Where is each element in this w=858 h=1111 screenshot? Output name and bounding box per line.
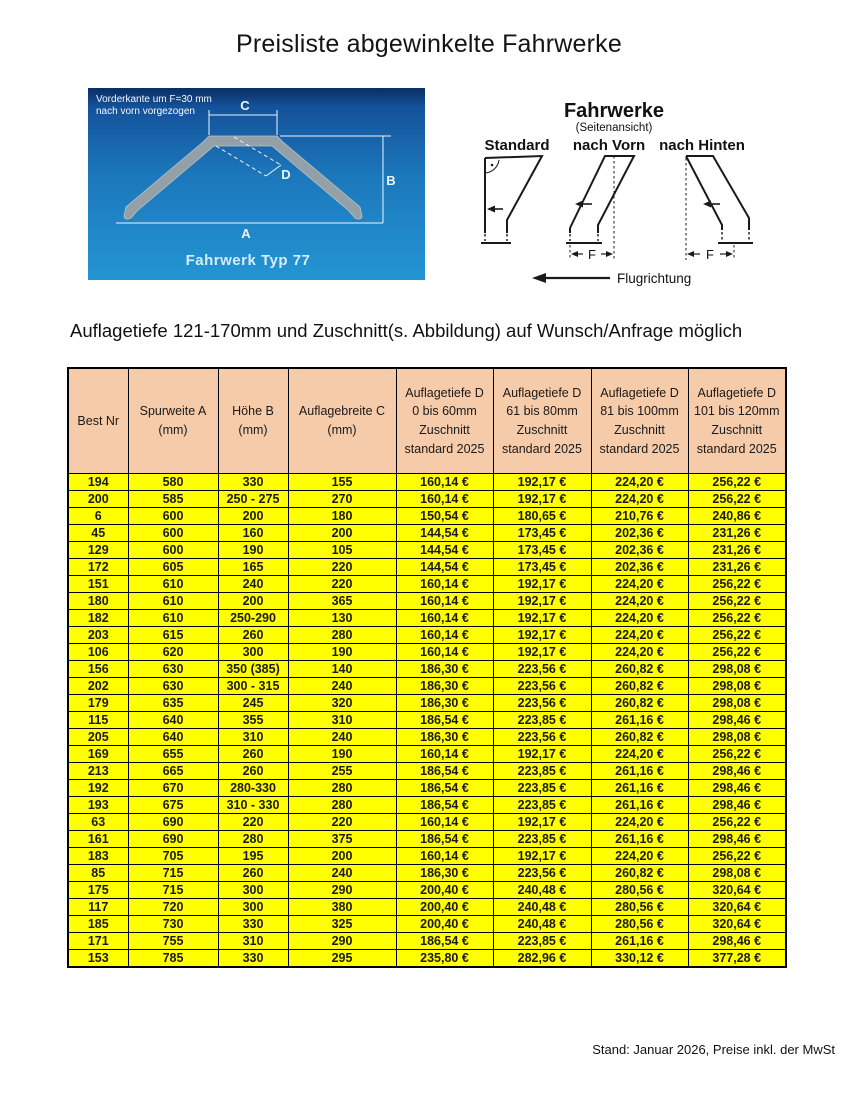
table-row [68,899,786,916]
table-cell: 224,20 € [591,627,688,644]
table-cell: 260,82 € [591,695,688,712]
table-cell: 223,85 € [493,780,591,797]
table-cell: 200 [218,508,288,525]
table-cell: 202 [68,678,128,695]
column-header: Auflagetiefe D 0 bis 60mm Zuschnitt standard 2025 [396,368,493,474]
table-cell: 183 [68,848,128,865]
table-cell: 200 [288,525,396,542]
table-cell: 245 [218,695,288,712]
table-cell: 256,22 € [688,593,786,610]
table-cell: 605 [128,559,218,576]
table-cell: 298,46 € [688,712,786,729]
table-cell: 260 [218,865,288,882]
dim-d-label: D [281,167,291,182]
table-cell: 173,45 € [493,559,591,576]
table-cell: 144,54 € [396,559,493,576]
table-cell: 155 [288,474,396,491]
table-row [68,695,786,712]
table-cell: 240 [218,576,288,593]
column-header: Auflagebreite C (mm) [288,368,396,474]
nach-hinten-shape [686,156,753,260]
table-cell: 355 [218,712,288,729]
table-cell: 223,56 € [493,695,591,712]
table-cell: 186,30 € [396,661,493,678]
table-cell: 375 [288,831,396,848]
flight-direction-arrow [532,273,610,283]
table-body [68,474,786,968]
table-row [68,712,786,729]
table-cell: 180,65 € [493,508,591,525]
table-cell: 190 [288,644,396,661]
table-cell: 260 [218,627,288,644]
table-cell: 160,14 € [396,746,493,763]
price-table [67,367,787,968]
table-cell: 200 [288,848,396,865]
table-cell: 192,17 € [493,746,591,763]
table-cell: 171 [68,933,128,950]
table-cell: 186,30 € [396,865,493,882]
table-cell: 298,08 € [688,865,786,882]
table-cell: 223,85 € [493,831,591,848]
table-cell: 190 [218,542,288,559]
table-cell: 298,46 € [688,780,786,797]
table-cell: 300 [218,899,288,916]
table-cell: 224,20 € [591,746,688,763]
table-cell: 261,16 € [591,933,688,950]
standard-shape [481,156,542,243]
table-row [68,491,786,508]
table-row [68,865,786,882]
table-cell: 630 [128,661,218,678]
table-cell: 280-330 [218,780,288,797]
fahrwerk-front-diagram [88,88,425,280]
table-cell: 670 [128,780,218,797]
table-cell: 298,08 € [688,695,786,712]
table-cell: 330,12 € [591,950,688,968]
table-cell: 290 [288,933,396,950]
table-cell: 223,56 € [493,678,591,695]
table-cell: 205 [68,729,128,746]
table-cell: 240 [288,865,396,882]
table-cell: 240,48 € [493,882,591,899]
table-cell: 160,14 € [396,814,493,831]
table-cell: 705 [128,848,218,865]
table-cell: 610 [128,610,218,627]
table-cell: 150,54 € [396,508,493,525]
table-row [68,593,786,610]
table-cell: 282,96 € [493,950,591,968]
table-cell: 298,46 € [688,831,786,848]
table-cell: 202,36 € [591,542,688,559]
table-cell: 63 [68,814,128,831]
table-row [68,882,786,899]
table-cell: 160,14 € [396,491,493,508]
table-cell: 240,86 € [688,508,786,525]
table-cell: 325 [288,916,396,933]
table-cell: 298,46 € [688,933,786,950]
table-cell: 261,16 € [591,763,688,780]
table-row [68,661,786,678]
table-cell: 186,54 € [396,831,493,848]
table-cell: 256,22 € [688,627,786,644]
f-label-vorn: F [588,247,596,262]
table-cell: 223,56 € [493,729,591,746]
table-cell: 210,76 € [591,508,688,525]
table-cell: 280,56 € [591,882,688,899]
table-cell: 690 [128,814,218,831]
table-cell: 169 [68,746,128,763]
table-cell: 280 [288,627,396,644]
table-cell: 175 [68,882,128,899]
table-cell: 635 [128,695,218,712]
table-cell: 256,22 € [688,474,786,491]
table-cell: 45 [68,525,128,542]
table-cell: 615 [128,627,218,644]
front-caption: Fahrwerk Typ 77 [185,252,311,269]
table-cell: 192,17 € [493,576,591,593]
table-cell: 202,36 € [591,525,688,542]
table-row [68,525,786,542]
table-cell: 223,56 € [493,865,591,882]
table-cell: 223,85 € [493,712,591,729]
table-header-row [68,368,786,474]
table-cell: 320,64 € [688,882,786,899]
table-cell: 179 [68,695,128,712]
table-cell: 203 [68,627,128,644]
table-cell: 715 [128,882,218,899]
table-cell: 330 [218,950,288,968]
table-cell: 256,22 € [688,610,786,627]
table-cell: 256,22 € [688,848,786,865]
table-cell: 224,20 € [591,644,688,661]
table-row [68,933,786,950]
table-row [68,627,786,644]
table-cell: 261,16 € [591,797,688,814]
table-cell: 115 [68,712,128,729]
table-cell: 130 [288,610,396,627]
table-cell: 186,30 € [396,678,493,695]
table-cell: 250-290 [218,610,288,627]
table-cell: 240,48 € [493,899,591,916]
page-title: Preisliste abgewinkelte Fahrwerke [236,30,622,58]
side-diagram-subtitle: (Seitenansicht) [575,122,653,134]
table-cell: 106 [68,644,128,661]
table-cell: 192,17 € [493,610,591,627]
flight-direction-label: Flugrichtung [617,271,692,286]
table-cell: 300 - 315 [218,678,288,695]
table-cell: 240 [288,678,396,695]
table-cell: 160,14 € [396,644,493,661]
table-row [68,848,786,865]
table-cell: 231,26 € [688,542,786,559]
table-cell: 192,17 € [493,474,591,491]
table-cell: 200,40 € [396,916,493,933]
column-header: Höhe B (mm) [218,368,288,474]
table-cell: 192,17 € [493,593,591,610]
table-cell: 220 [288,576,396,593]
table-row [68,678,786,695]
table-row [68,644,786,661]
table-cell: 585 [128,491,218,508]
table-cell: 220 [218,814,288,831]
column-header: Best Nr [68,368,128,474]
table-cell: 180 [68,593,128,610]
table-cell: 280 [218,831,288,848]
table-cell: 224,20 € [591,610,688,627]
table-cell: 640 [128,729,218,746]
table-cell: 260 [218,746,288,763]
table-cell: 298,46 € [688,763,786,780]
table-cell: 140 [288,661,396,678]
f-label-hinten: F [706,247,714,262]
table-cell: 153 [68,950,128,968]
table-cell: 280,56 € [591,916,688,933]
table-cell: 720 [128,899,218,916]
table-cell: 240 [288,729,396,746]
variant-label-nach-hinten: nach Hinten [659,137,745,154]
table-cell: 129 [68,542,128,559]
table-cell: 235,80 € [396,950,493,968]
table-cell: 192,17 € [493,627,591,644]
table-cell: 224,20 € [591,814,688,831]
table-row [68,831,786,848]
table-cell: 186,54 € [396,780,493,797]
table-cell: 330 [218,916,288,933]
table-cell: 172 [68,559,128,576]
table-cell: 295 [288,950,396,968]
table-cell: 186,54 € [396,763,493,780]
table-cell: 298,46 € [688,797,786,814]
table-cell: 144,54 € [396,525,493,542]
table-cell: 320 [288,695,396,712]
table-cell: 320,64 € [688,916,786,933]
table-cell: 240,48 € [493,916,591,933]
table-cell: 256,22 € [688,491,786,508]
table-row [68,950,786,968]
table-cell: 365 [288,593,396,610]
table-cell: 223,85 € [493,797,591,814]
table-cell: 160,14 € [396,474,493,491]
table-cell: 715 [128,865,218,882]
table-cell: 160,14 € [396,576,493,593]
table-cell: 261,16 € [591,780,688,797]
fahrwerk-side-diagram [462,92,792,297]
variant-label-standard: Standard [484,137,550,154]
table-cell: 260,82 € [591,865,688,882]
table-cell: 223,56 € [493,661,591,678]
table-cell: 310 [288,712,396,729]
table-cell: 213 [68,763,128,780]
table-cell: 600 [128,542,218,559]
table-cell: 310 - 330 [218,797,288,814]
table-cell: 224,20 € [591,593,688,610]
table-cell: 256,22 € [688,644,786,661]
table-cell: 310 [218,729,288,746]
table-cell: 190 [288,746,396,763]
table-row [68,814,786,831]
table-row [68,916,786,933]
table-cell: 165 [218,559,288,576]
table-cell: 192 [68,780,128,797]
table-cell: 220 [288,814,396,831]
table-cell: 186,30 € [396,729,493,746]
column-header: Auflagetiefe D 101 bis 120mm Zuschnitt standard 2025 [688,368,786,474]
table-cell: 200 [68,491,128,508]
table-cell: 690 [128,831,218,848]
table-cell: 117 [68,899,128,916]
table-cell: 224,20 € [591,576,688,593]
table-cell: 730 [128,916,218,933]
table-cell: 105 [288,542,396,559]
column-header: Auflagetiefe D 61 bis 80mm Zuschnitt standard 2025 [493,368,591,474]
table-cell: 665 [128,763,218,780]
table-cell: 755 [128,933,218,950]
table-cell: 280 [288,780,396,797]
table-cell: 260 [218,763,288,780]
table-cell: 610 [128,576,218,593]
table-cell: 255 [288,763,396,780]
table-cell: 186,54 € [396,712,493,729]
table-cell: 173,45 € [493,525,591,542]
table-cell: 223,85 € [493,763,591,780]
table-cell: 186,54 € [396,797,493,814]
table-cell: 320,64 € [688,899,786,916]
table-cell: 200,40 € [396,899,493,916]
table-cell: 193 [68,797,128,814]
table-cell: 180 [288,508,396,525]
table-cell: 231,26 € [688,559,786,576]
table-row [68,508,786,525]
availability-note: Auflagetiefe 121-170mm und Zuschnitt(s. Abbildung) auf Wunsch/Anfrage möglich [70,320,743,341]
table-cell: 192,17 € [493,491,591,508]
table-cell: 300 [218,882,288,899]
table-cell: 161 [68,831,128,848]
front-note-line1: Vorderkante um F=30 mm [96,94,212,105]
table-cell: 280 [288,797,396,814]
table-cell: 200,40 € [396,882,493,899]
table-cell: 231,26 € [688,525,786,542]
column-header: Auflagetiefe D 81 bis 100mm Zuschnitt standard 2025 [591,368,688,474]
table-cell: 6 [68,508,128,525]
table-row [68,763,786,780]
table-cell: 298,08 € [688,678,786,695]
table-cell: 185 [68,916,128,933]
nach-vorn-shape [566,156,634,260]
table-cell: 160,14 € [396,848,493,865]
table-cell: 380 [288,899,396,916]
table-cell: 298,08 € [688,661,786,678]
table-cell: 202,36 € [591,559,688,576]
table-cell: 298,08 € [688,729,786,746]
table-cell: 192,17 € [493,848,591,865]
dim-a-label: A [241,226,251,241]
table-cell: 160,14 € [396,610,493,627]
dim-b-label: B [386,173,396,188]
table-cell: 256,22 € [688,746,786,763]
table-cell: 675 [128,797,218,814]
table-cell: 261,16 € [591,831,688,848]
table-cell: 785 [128,950,218,968]
table-cell: 256,22 € [688,576,786,593]
table-cell: 600 [128,508,218,525]
table-cell: 350 (385) [218,661,288,678]
table-row [68,474,786,491]
table-cell: 655 [128,746,218,763]
table-cell: 261,16 € [591,712,688,729]
table-cell: 156 [68,661,128,678]
side-diagram-title: Fahrwerke [563,100,665,122]
table-cell: 182 [68,610,128,627]
table-cell: 186,30 € [396,695,493,712]
table-row [68,746,786,763]
table-cell: 220 [288,559,396,576]
table-cell: 85 [68,865,128,882]
column-header: Spurweite A (mm) [128,368,218,474]
table-cell: 160 [218,525,288,542]
table-cell: 144,54 € [396,542,493,559]
table-cell: 256,22 € [688,814,786,831]
table-row [68,559,786,576]
table-cell: 223,85 € [493,933,591,950]
table-cell: 610 [128,593,218,610]
table-cell: 250 - 275 [218,491,288,508]
table-cell: 640 [128,712,218,729]
table-cell: 630 [128,678,218,695]
table-cell: 310 [218,933,288,950]
table-cell: 192,17 € [493,814,591,831]
table-row [68,610,786,627]
table-cell: 330 [218,474,288,491]
table-cell: 600 [128,525,218,542]
table-cell: 160,14 € [396,593,493,610]
table-row [68,797,786,814]
table-cell: 290 [288,882,396,899]
table-cell: 192,17 € [493,644,591,661]
table-row [68,576,786,593]
table-cell: 224,20 € [591,491,688,508]
table-cell: 186,54 € [396,933,493,950]
table-row [68,542,786,559]
table-cell: 620 [128,644,218,661]
table-cell: 195 [218,848,288,865]
table-cell: 173,45 € [493,542,591,559]
table-cell: 270 [288,491,396,508]
table-cell: 200 [218,593,288,610]
table-row [68,729,786,746]
table-cell: 260,82 € [591,661,688,678]
table-cell: 300 [218,644,288,661]
table-cell: 580 [128,474,218,491]
table-cell: 160,14 € [396,627,493,644]
dim-c-label: C [240,98,250,113]
table-cell: 260,82 € [591,729,688,746]
front-note-line2: nach vorn vorgezogen [96,106,195,117]
table-cell: 224,20 € [591,848,688,865]
table-cell: 260,82 € [591,678,688,695]
footer-note: Stand: Januar 2026, Preise inkl. der MwSt [592,1042,835,1057]
table-row [68,780,786,797]
table-cell: 280,56 € [591,899,688,916]
table-cell: 194 [68,474,128,491]
table-cell: 377,28 € [688,950,786,968]
table-cell: 151 [68,576,128,593]
variant-label-nach-vorn: nach Vorn [572,137,646,154]
table-cell: 224,20 € [591,474,688,491]
